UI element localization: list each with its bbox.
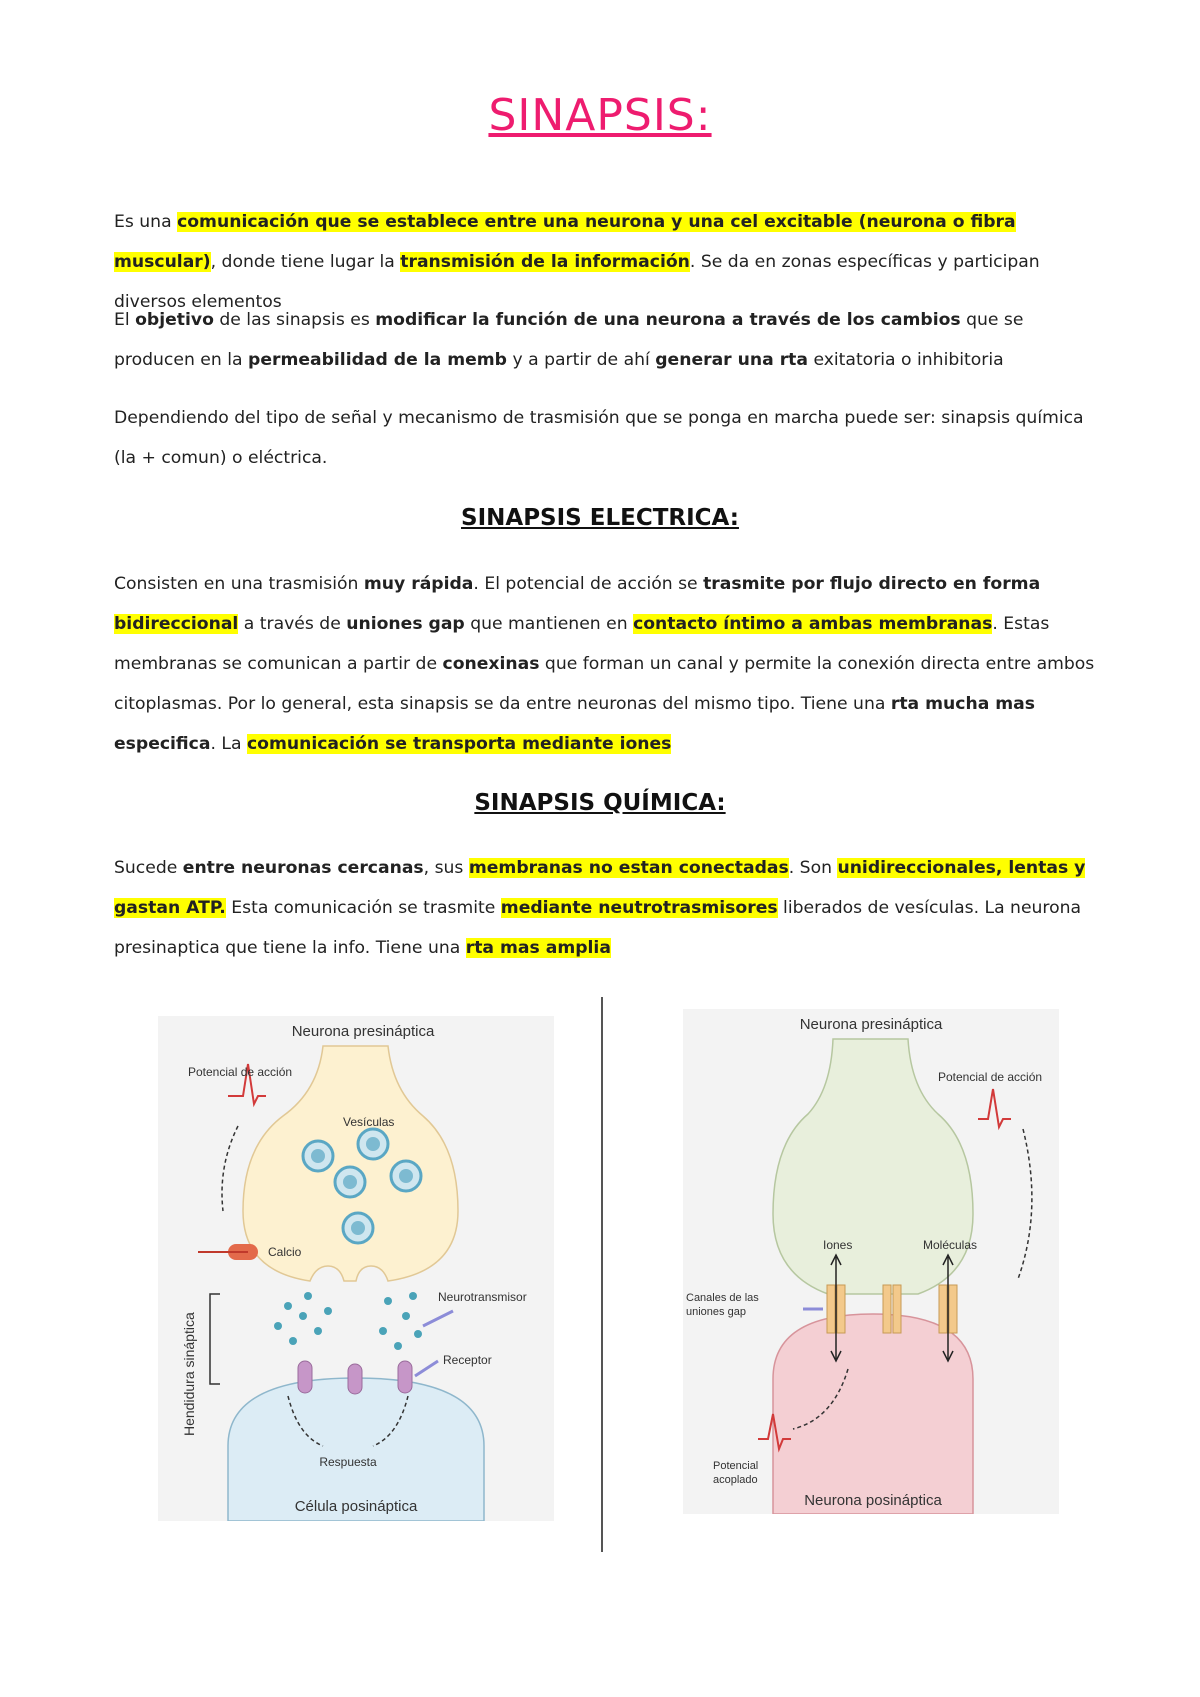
heading-sinapsis-quimica: SINAPSIS QUÍMICA: (474, 790, 726, 816)
label-moleculas: Moléculas (923, 1238, 978, 1252)
label-respuesta: Respuesta (319, 1455, 377, 1469)
label-calcio: Calcio (268, 1245, 302, 1259)
page-title: SINAPSIS: (488, 90, 712, 141)
label-celula-posinaptica: Célula posináptica (294, 1498, 418, 1515)
neurotransmitter-dots (274, 1292, 422, 1350)
electrical-synapse-figure (683, 1009, 1059, 1514)
quimica-paragraph: Sucede entre neuronas cercanas, sus membranas no estan conectadas. Son unidireccionales, lentas y gastan ATP. Esta comunicación se trasmite mediante neutrotrasmisores liberados de vesículas. La neurona presinaptica que tiene la info. Tiene una rta mas amplia (114, 858, 1086, 958)
label-canales-1: Canales de las (686, 1292, 759, 1304)
label-iones: Iones (823, 1238, 853, 1252)
label-neurona-presinaptica-right: Neurona presináptica (799, 1016, 943, 1033)
dashed-arrow (222, 1126, 238, 1211)
label-canales-2: uniones gap (686, 1306, 746, 1318)
label-potencial-acoplado-2: acoplado (713, 1474, 758, 1486)
label-receptor: Receptor (443, 1353, 492, 1367)
intro-paragraph-3: Dependiendo del tipo de señal y mecanismo de trasmisión que se ponga en marcha puede ser: sinapsis química (la + comun) o eléctrica. (114, 408, 1084, 468)
label-neurotransmisor: Neurotransmisor (438, 1290, 527, 1304)
label-neurona-posinaptica: Neurona posináptica (804, 1492, 942, 1509)
label-hendidura: Hendidura sináptica (181, 1312, 197, 1436)
label-potencial-accion-right: Potencial de acción (938, 1070, 1043, 1084)
chemical-synapse-figure (158, 1016, 554, 1521)
label-potencial-acoplado-1: Potencial (713, 1460, 759, 1472)
label-potencial-accion: Potencial de acción (188, 1065, 293, 1079)
electrica-paragraph: Consisten en una trasmisión muy rápida. El potencial de acción se trasmite por flujo directo en forma bidireccional a través de uniones gap que mantienen en contacto íntimo a ambas membranas. Estas membranas se comunican a partir de conexinas que forman un canal y permite la conexión directa entre ambos citoplasmas. Por lo general, esta sinapsis se da entre neuronas del mismo tipo. Tiene una rta mucha mas especifica. La comunicación se transporta mediante iones (114, 574, 1095, 754)
intro-paragraph-2: El objetivo de las sinapsis es modificar la función de una neurona a través de los cambios que se producen en la permeabilidad de la memb y a partir de ahí generar una rta exitatoria o inhibitoria (114, 310, 1024, 370)
cleft-bracket (210, 1294, 220, 1384)
intro-paragraph-1: Es una comunicación que se establece entre una neurona y una cel excitable (neurona o fibra muscular), donde tiene lugar la transmisión de la información. Se da en zonas específicas y participan diversos elementos (114, 212, 1040, 312)
label-neurona-presinaptica: Neurona presináptica (291, 1023, 435, 1040)
vertical-divider (601, 997, 603, 1552)
receptor-pointer (415, 1361, 438, 1376)
postsynaptic-neuron (773, 1314, 973, 1514)
label-vesiculas: Vesículas (343, 1115, 395, 1129)
neurotransmitter-pointer (423, 1311, 453, 1326)
action-potential-spike-icon (978, 1089, 1011, 1127)
heading-sinapsis-electrica: SINAPSIS ELECTRICA: (461, 505, 739, 531)
